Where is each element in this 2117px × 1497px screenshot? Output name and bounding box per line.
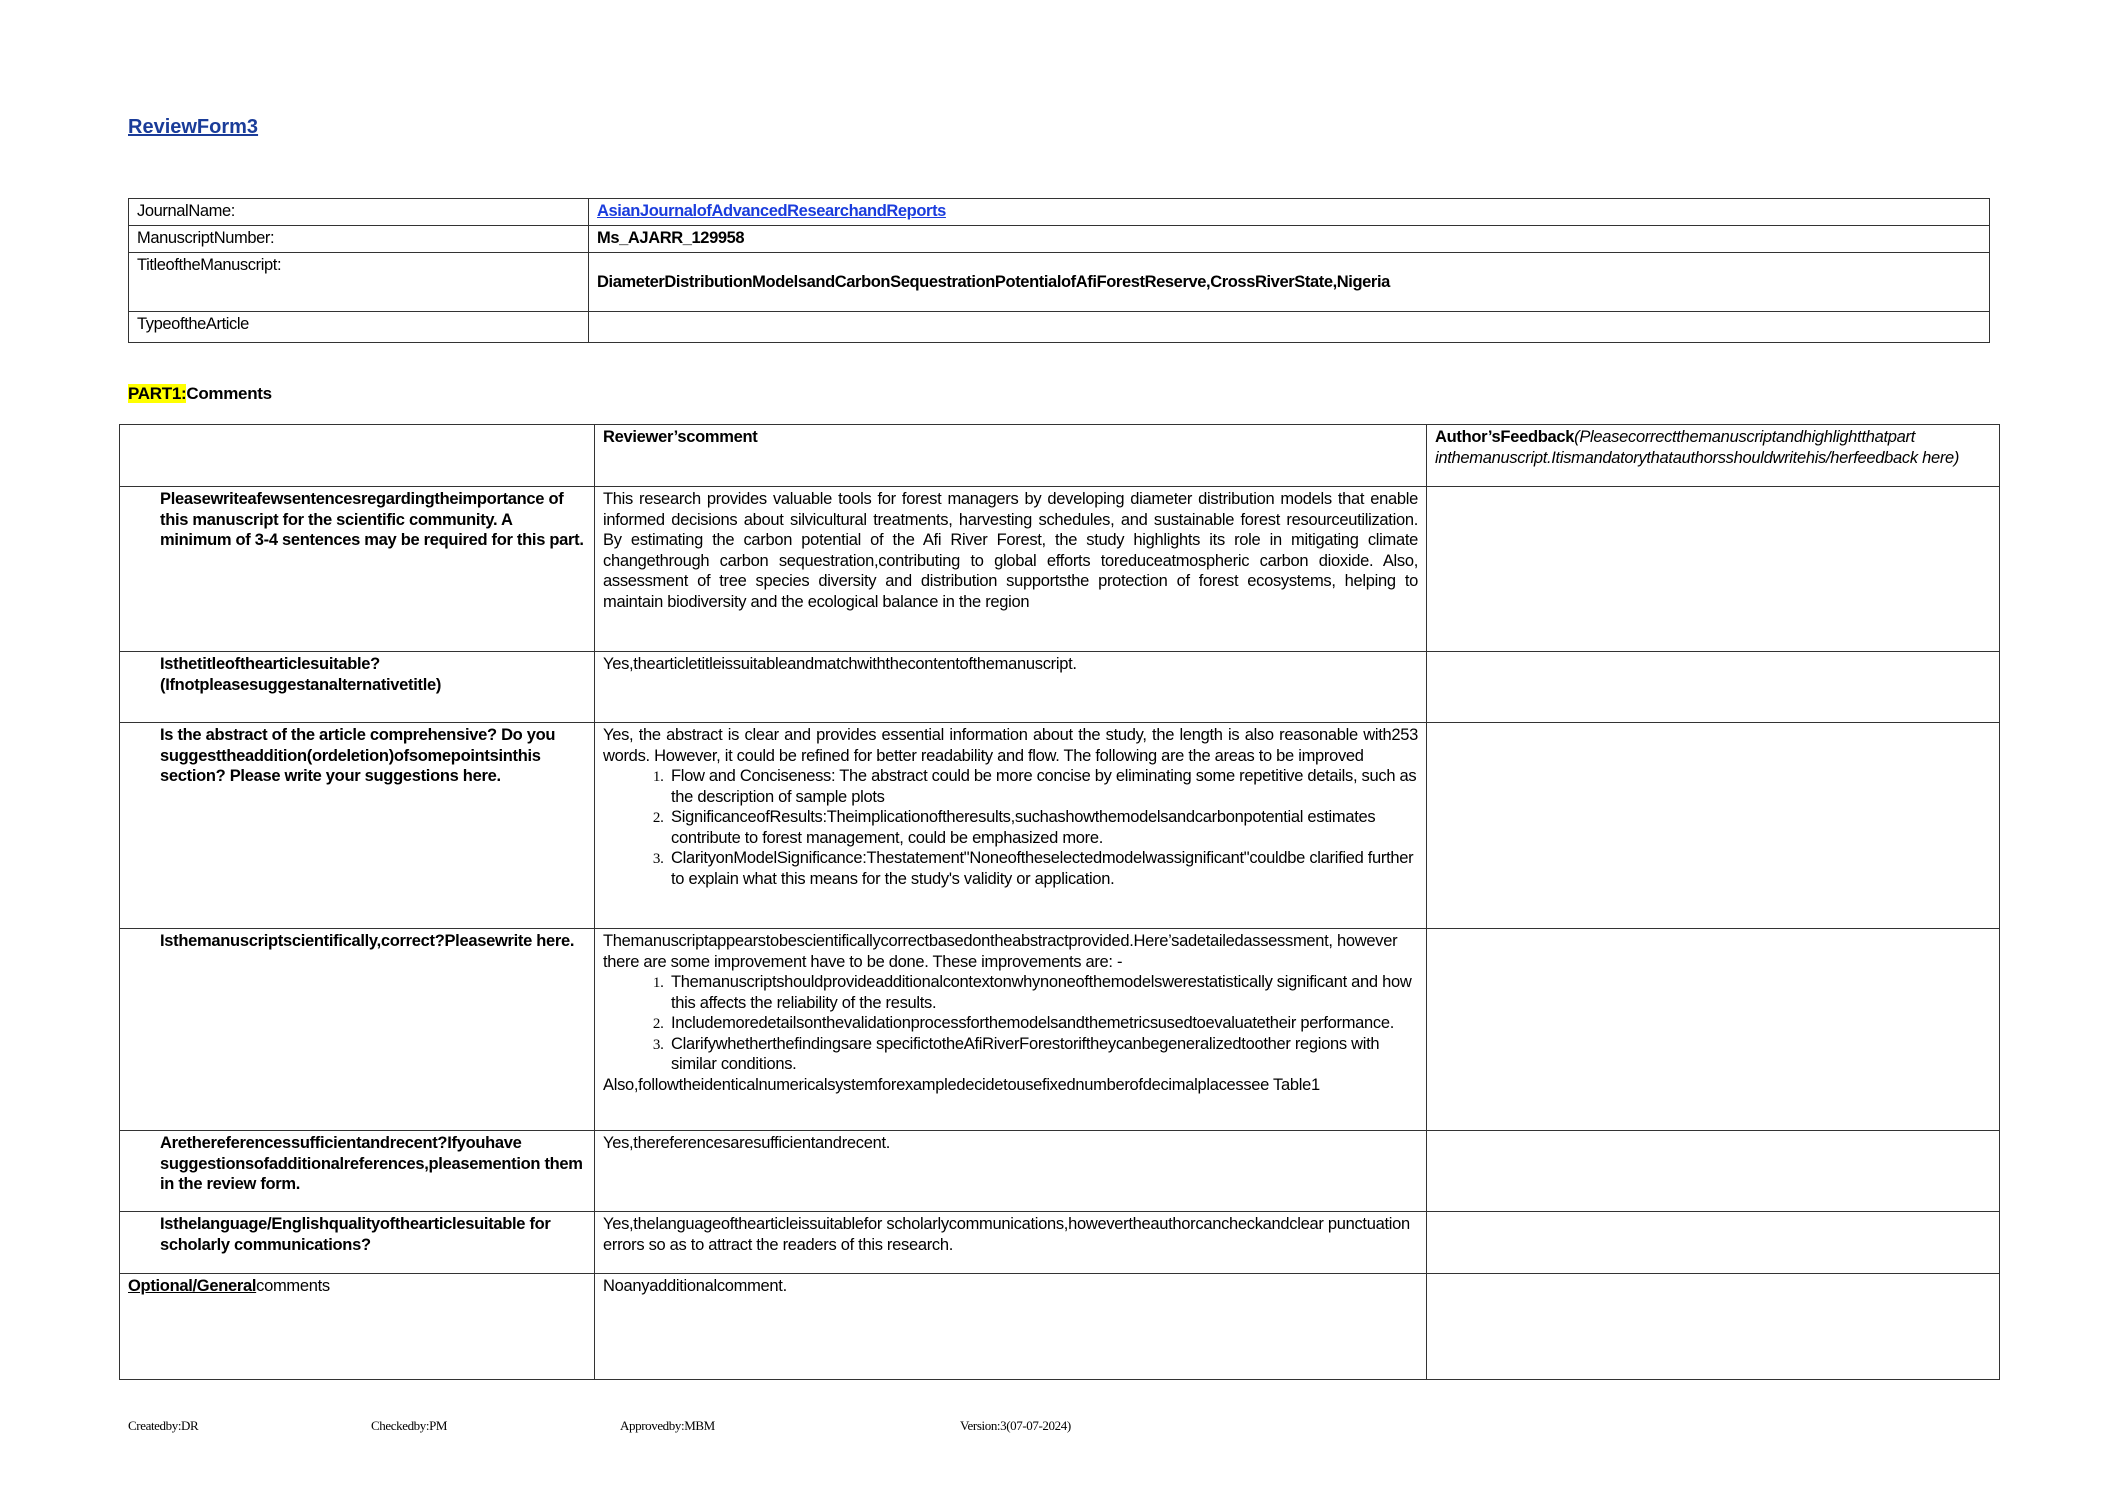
question-abstract: Is the abstract of the article comprehensive? Do you suggesttheaddition(ordeletion)ofsomepointsinthis section? Please write your suggestions here. — [120, 723, 595, 929]
form-title[interactable]: ReviewForm3 — [128, 116, 259, 138]
table-row — [120, 652, 2000, 723]
author-feedback-cell[interactable] — [1427, 1212, 2000, 1274]
question-scientific: Isthemanuscriptscientifically,correct?Pleasewrite here. — [120, 929, 595, 1131]
reviewer-comment[interactable]: Yes,thearticletitleissuitableandmatchwiththecontentofthemanuscript. — [595, 652, 1427, 723]
list-item: 1. Themanuscriptshouldprovideadditionalcontextonwhynoneofthemodelswerestatistically significant and how this affects the reliability of the results. — [667, 972, 1418, 1013]
article-type-label: TypeoftheArticle — [129, 312, 589, 343]
table-row — [120, 1212, 2000, 1274]
optional-general-label: Optional/General — [128, 1277, 257, 1295]
improvement-list — [603, 766, 1418, 889]
list-item: 3. Clarifywhetherthefindingsare specifictotheAfiRiverForestoriftheycanbegeneralizedtoother regions with similar conditions. — [667, 1034, 1418, 1075]
reviewer-comment-header: Reviewer’scomment — [595, 425, 1427, 487]
part1-label: Comments — [186, 384, 272, 403]
part1-highlight: PART1: — [128, 384, 187, 403]
reviewer-comment[interactable] — [595, 723, 1427, 929]
question-title: Isthetitleofthearticlesuitable? (Ifnotpleasesuggestanalternativetitle) — [120, 652, 595, 723]
comment-text: Themanuscriptappearstobescientificallycorrectbasedontheabstractprovided.Here’sadetailedassessment, however there are some improvement have to be done. These improvements are: - — [603, 932, 1398, 971]
reviewer-comment[interactable]: Yes,thereferencesaresufficientandrecent. — [595, 1131, 1427, 1212]
reviewer-comment[interactable]: This research provides valuable tools for forest managers by developing diameter distribution models that enable informed decisions about silvicultural treatments, harvesting schedules, and sustainable forest resourceutilization. By estimating the carbon potential of the Afi River Forest, the study highlights its role in mitigating climate changethrough carbon sequestration,contributing to global efforts toreduceatmospheric carbon dioxide. Also, assessment of tree species diversity and distribution supportsthe protection of forest ecosystems, helping to maintain biodiversity and the ecological balance in the region — [595, 487, 1427, 652]
list-item: 1. Flow and Conciseness: The abstract could be more concise by eliminating some repetitive details, such as the description of sample plots — [667, 766, 1418, 807]
reviewer-comment[interactable]: Noanyadditionalcomment. — [595, 1274, 1427, 1380]
table-row — [120, 723, 2000, 929]
optional-comments-label — [120, 1274, 595, 1380]
comment-text: Also,followtheidenticalnumericalsystemforexampledecidetousefixednumberofdecimalplacessee Table1 — [603, 1075, 1320, 1094]
list-item: 2. SignificanceofResults:Theimplicationoftheresults,suchashowthemodelsandcarbonpotential estimates contribute to forest management, could be emphasized more. — [667, 807, 1418, 848]
question-header — [120, 425, 595, 487]
author-feedback-instructions: (Pleasecorrectthemanuscriptandhighlightthatpart inthemanuscript.Itismandatorythatauthorsshouldwritehis/herfeedback here) — [1435, 428, 1960, 467]
comment-text: Yes, the abstract is clear and provides essential information about the study, the length is also reasonable with253 words. However, it could be refined for better readability and flow. The following are the areas to be improved — [603, 726, 1418, 765]
list-item: 3. ClarityonModelSignificance:Thestatement"Noneoftheselectedmodelwassignificant"couldbe clarified further to explain what this means for the study's validity or application. — [667, 848, 1418, 889]
author-feedback-cell[interactable] — [1427, 487, 2000, 652]
article-type-value[interactable] — [589, 312, 1990, 343]
author-feedback-title: Author’sFeedback — [1435, 428, 1575, 446]
author-feedback-cell[interactable] — [1427, 652, 2000, 723]
manuscript-info-table — [128, 198, 1990, 343]
table-row — [120, 487, 2000, 652]
table-row — [120, 929, 2000, 1131]
list-item: 2. Includemoredetailsonthevalidationprocessforthemodelsandthemetricsusedtoevaluatetheir performance. — [667, 1013, 1418, 1034]
manuscript-title-label: TitleoftheManuscript: — [129, 253, 589, 312]
journal-name-label: JournalName: — [129, 199, 589, 226]
manuscript-number-label: ManuscriptNumber: — [129, 226, 589, 253]
header-row — [120, 425, 2000, 487]
author-feedback-cell[interactable] — [1427, 1274, 2000, 1380]
journal-name-link[interactable]: AsianJournalofAdvancedResearchandReports — [597, 202, 946, 220]
manuscript-number-value: Ms_AJARR_129958 — [589, 226, 1990, 253]
author-feedback-cell[interactable] — [1427, 929, 2000, 1131]
table-row — [120, 1131, 2000, 1212]
footer-checked-by: Checkedby:PM — [371, 1418, 448, 1433]
reviewer-comment[interactable]: Yes,thelanguageofthearticleissuitablefor scholarlycommunications,howevertheauthorcancheckandclear punctuation errors so as to attract the readers of this research. — [595, 1212, 1427, 1274]
footer-approved-by: Approvedby:MBM — [620, 1418, 715, 1433]
question-importance: Pleasewriteafewsentencesregardingtheimportance of this manuscript for the scientific community. A minimum of 3-4 sentences may be required for this part. — [120, 487, 595, 652]
improvement-list — [603, 972, 1418, 1075]
part1-heading — [128, 384, 272, 404]
comments-label: comments — [256, 1277, 330, 1295]
manuscript-title-value: DiameterDistributionModelsandCarbonSequestrationPotentialofAfiForestReserve,CrossRiverState,Nigeria — [589, 253, 1990, 312]
comments-table — [119, 424, 2000, 1380]
question-references: Arethereferencessufficientandrecent?Ifyouhave suggestionsofadditionalreferences,pleasemention them in the review form. — [120, 1131, 595, 1212]
footer-created-by: Createdby:DR — [128, 1418, 199, 1433]
author-feedback-cell[interactable] — [1427, 723, 2000, 929]
footer-version: Version:3(07-07-2024) — [960, 1418, 1071, 1433]
author-feedback-cell[interactable] — [1427, 1131, 2000, 1212]
table-row — [120, 1274, 2000, 1380]
question-language: Isthelanguage/Englishqualityofthearticlesuitable for scholarly communications? — [120, 1212, 595, 1274]
author-feedback-header — [1427, 425, 2000, 487]
reviewer-comment[interactable] — [595, 929, 1427, 1131]
